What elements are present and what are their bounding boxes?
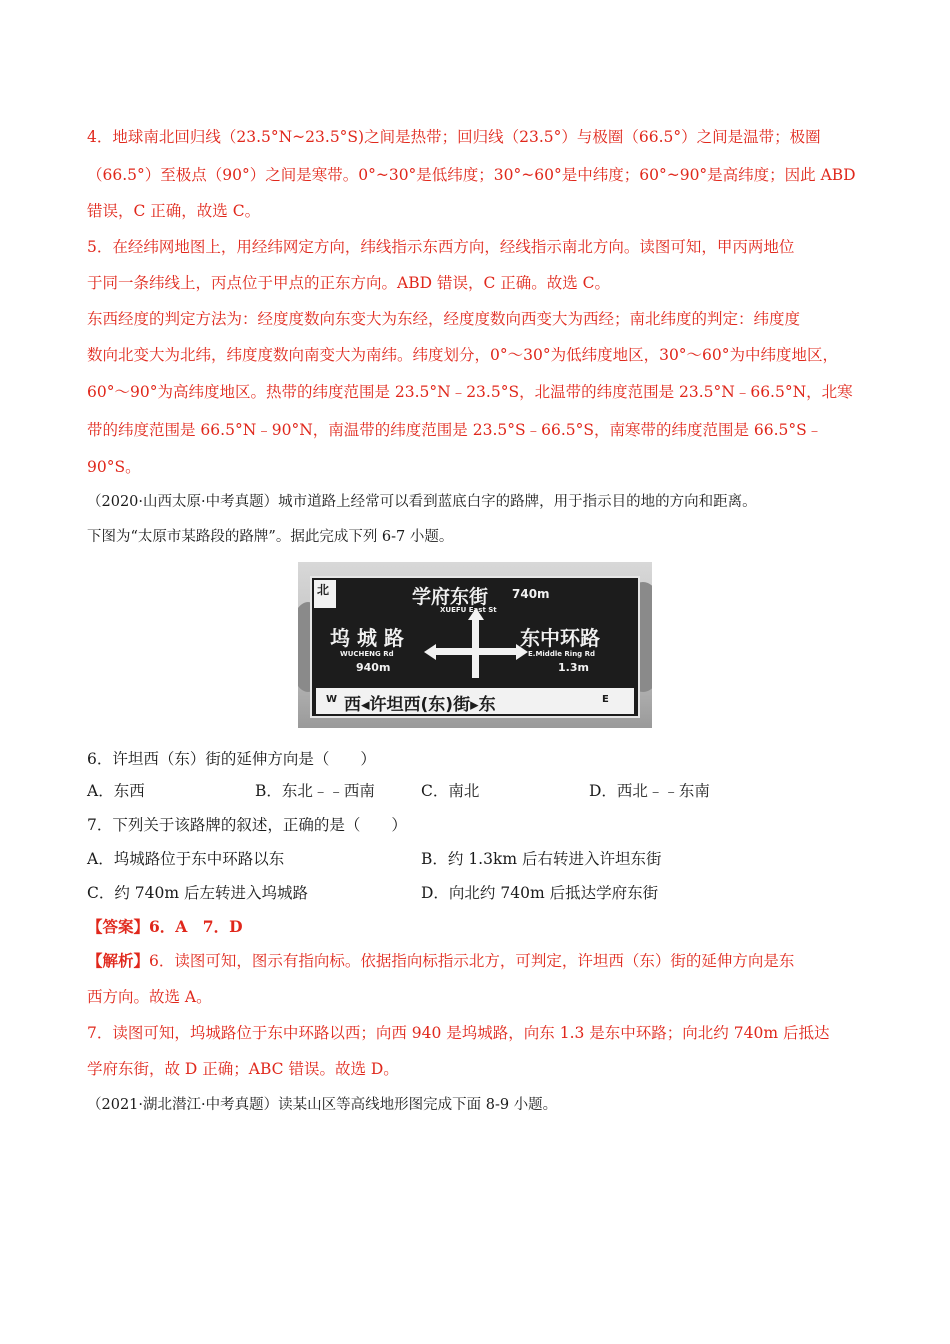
q6-option-c: C．南北 [421, 782, 480, 800]
sign-top-road: 学府东街 [412, 586, 489, 608]
analysis-7-line2: 学府东街，故 D 正确；ABC 错误。故选 D。 [87, 1060, 399, 1078]
q6-stem: 6．许坦西（东）街的延伸方向是（ ） [87, 750, 376, 768]
sign-top-road-en: XUEFU East St [440, 606, 497, 614]
note-line1: 东西经度的判定方法为：经度度数向东变大为东经，经度度数向西变大为西经；南北纬度的判定：纬度度 [87, 310, 801, 328]
explanation-q5-line1: 5．在经纬网地图上，用经纬网定方向，纬线指示东西方向，经线指示南北方向。读图可知，甲丙两地位 [87, 238, 795, 256]
sign-top-distance: 740m [512, 587, 550, 601]
intro-8-9: （2021·湖北潜江·中考真题）读某山区等高线地形图完成下面 8-9 小题。 [87, 1097, 558, 1113]
road-sign-photo [298, 562, 652, 728]
sign-left-road-en: WUCHENG Rd [340, 650, 394, 658]
q7-stem: 7．下列关于该路牌的叙述，正确的是（ ） [87, 816, 407, 834]
q6-option-d: D．西北﹣﹣东南 [589, 782, 710, 800]
sign-bottom-bar [316, 688, 634, 714]
sign-right-distance: 1.3m [558, 661, 589, 674]
note-line4: 带的纬度范围是 66.5°N﹣90°N，南温带的纬度范围是 23.5°S﹣66.5°S，南寒带的纬度范围是 66.5°S﹣ [87, 421, 823, 439]
explanation-q4-line1: 4．地球南北回归线（23.5°N~23.5°S)之间是热带；回归线（23.5°）与极圈（66.5°）之间是温带；极圈 [87, 128, 821, 146]
sign-left-distance: 940m [356, 661, 391, 674]
analysis-6-text: 6．读图可知，图示有指向标。依据指向标指示北方，可判定，许坦西（东）街的延伸方向是东 [149, 952, 795, 970]
road-sign [310, 576, 640, 718]
explanation-q5-line2: 于同一条纬线上，丙点位于甲点的正东方向。ABD 错误，C 正确。故选 C。 [87, 274, 611, 292]
q7-option-d: D．向北约 740m 后抵达学府东街 [421, 884, 659, 902]
sign-east-letter: E [602, 694, 609, 705]
intro-6-7-line2: 下图为“太原市某路段的路牌”。据此完成下列 6-7 小题。 [87, 529, 454, 545]
explanation-q4-line2: （66.5°）至极点（90°）之间是寒带。0°~30°是低纬度；30°~60°是中纬度；60°~90°是高纬度；因此 ABD [87, 166, 856, 184]
note-line5: 90°S。 [87, 458, 141, 476]
answer-line: 【答案】6．A 7．D [87, 917, 243, 936]
q7-option-a: A．坞城路位于东中环路以东 [87, 850, 285, 868]
explanation-q4-line3: 错误，C 正确，故选 C。 [87, 202, 261, 220]
intro-6-7-line1: （2020·山西太原·中考真题）城市道路上经常可以看到蓝底白字的路牌，用于指示目的地的方向和距离。 [87, 494, 757, 510]
analysis-6-line2: 西方向。故选 A。 [87, 988, 212, 1006]
note-line2: 数向北变大为北纬，纬度度数向南变大为南纬。纬度划分，0°～30°为低纬度地区，30°～60°为中纬度地区， [87, 346, 839, 364]
sign-left-road: 坞 城 路 [330, 626, 404, 650]
sign-west-letter: W [326, 694, 338, 705]
note-line3: 60°～90°为高纬度地区。热带的纬度范围是 23.5°N﹣23.5°S，北温带的纬度范围是 23.5°N﹣66.5°N，北寒 [87, 383, 853, 401]
sign-bottom-road: 西◂许坦西(东)街▸东 [344, 695, 496, 715]
q7-option-c: C．约 740m 后左转进入坞城路 [87, 884, 308, 902]
q6-option-b: B．东北﹣﹣西南 [255, 782, 375, 800]
sign-right-road: 东中环路 [520, 626, 600, 650]
north-indicator: 北 [314, 580, 336, 608]
q6-option-a: A．东西 [87, 782, 145, 800]
sign-right-road-en: E.Middle Ring Rd [528, 650, 596, 658]
analysis-7-line1: 7．读图可知，坞城路位于东中环路以西；向西 940 是坞城路，向东 1.3 是东中环路；向北约 740m 后抵达 [87, 1024, 830, 1042]
analysis-6-line1 [87, 951, 794, 971]
analysis-label: 【解析】 [87, 951, 150, 970]
q7-option-b: B．约 1.3km 后右转进入许坦东街 [421, 850, 662, 868]
